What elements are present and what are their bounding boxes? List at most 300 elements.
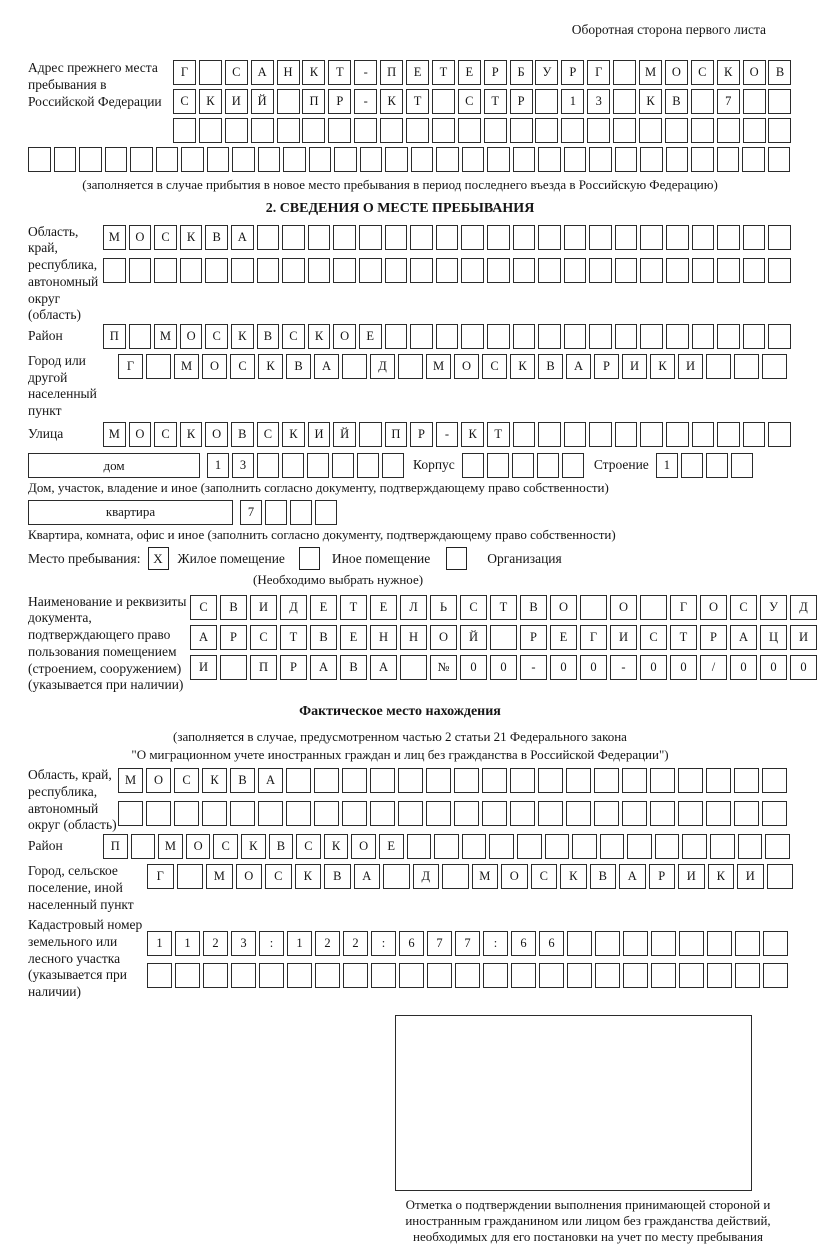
char-cell[interactable]: В [340,655,367,680]
char-cell[interactable]: / [700,655,727,680]
char-cell[interactable] [484,118,507,143]
char-cell[interactable]: Г [147,864,174,889]
char-cell[interactable]: О [700,595,727,620]
char-cell[interactable] [309,147,332,172]
char-cell[interactable] [743,225,766,250]
char-cell[interactable]: Т [340,595,367,620]
char-cell[interactable] [566,768,591,793]
char-cell[interactable]: В [230,768,255,793]
char-cell[interactable] [314,768,339,793]
char-cell[interactable] [623,963,648,988]
char-cell[interactable]: П [385,422,408,447]
char-cell[interactable] [427,963,452,988]
char-cell[interactable] [692,324,715,349]
char-cell[interactable]: Р [649,864,676,889]
char-cell[interactable] [589,225,612,250]
char-cell[interactable] [482,801,507,826]
char-cell[interactable] [580,595,607,620]
char-cell[interactable] [360,147,383,172]
char-cell[interactable]: С [174,768,199,793]
char-cell[interactable] [282,258,305,283]
char-cell[interactable] [203,963,228,988]
char-cell[interactable]: В [324,864,351,889]
char-cell[interactable] [487,258,510,283]
char-cell[interactable]: 7 [717,89,740,114]
char-cell[interactable] [735,931,760,956]
char-cell[interactable]: Д [790,595,817,620]
char-cell[interactable]: 6 [511,931,536,956]
char-cell[interactable]: 0 [550,655,577,680]
char-cell[interactable] [743,324,766,349]
char-cell[interactable] [595,931,620,956]
char-cell[interactable] [199,118,222,143]
char-cell[interactable]: К [708,864,735,889]
char-cell[interactable] [513,147,536,172]
char-cell[interactable] [181,147,204,172]
char-cell[interactable]: Б [510,60,533,85]
char-cell[interactable]: О [333,324,356,349]
char-cell[interactable]: М [639,60,662,85]
char-cell[interactable] [510,768,535,793]
char-cell[interactable] [623,931,648,956]
char-cell[interactable] [257,453,279,478]
char-cell[interactable]: В [269,834,294,859]
char-cell[interactable] [462,147,485,172]
char-cell[interactable] [156,147,179,172]
char-cell[interactable] [564,225,587,250]
char-cell[interactable]: А [354,864,381,889]
char-cell[interactable]: П [302,89,325,114]
char-cell[interactable]: Е [379,834,404,859]
char-cell[interactable]: К [180,422,203,447]
char-cell[interactable]: О [186,834,211,859]
char-cell[interactable] [385,225,408,250]
char-cell[interactable] [483,963,508,988]
char-cell[interactable]: А [231,225,254,250]
char-cell[interactable] [587,118,610,143]
char-cell[interactable] [666,324,689,349]
char-cell[interactable] [768,89,791,114]
char-cell[interactable] [691,118,714,143]
char-cell[interactable]: С [154,422,177,447]
char-cell[interactable]: К [202,768,227,793]
char-cell[interactable] [302,118,325,143]
char-cell[interactable] [398,354,423,379]
char-cell[interactable]: О [351,834,376,859]
char-cell[interactable] [359,422,382,447]
char-cell[interactable]: 6 [539,931,564,956]
char-cell[interactable]: И [790,625,817,650]
char-cell[interactable]: Г [580,625,607,650]
char-cell[interactable] [282,225,305,250]
char-cell[interactable] [342,801,367,826]
char-cell[interactable]: О [501,864,528,889]
char-cell[interactable] [231,963,256,988]
char-cell[interactable] [600,834,625,859]
char-cell[interactable] [768,258,791,283]
char-cell[interactable] [768,422,791,447]
char-cell[interactable] [640,147,663,172]
char-cell[interactable] [354,118,377,143]
char-cell[interactable]: Н [400,625,427,650]
char-cell[interactable] [454,768,479,793]
char-cell[interactable] [426,768,451,793]
char-cell[interactable] [589,422,612,447]
char-cell[interactable]: О [202,354,227,379]
char-cell[interactable] [118,801,143,826]
char-cell[interactable]: К [308,324,331,349]
char-cell[interactable]: № [430,655,457,680]
char-cell[interactable] [706,768,731,793]
char-cell[interactable]: 1 [561,89,584,114]
char-cell[interactable] [692,422,715,447]
char-cell[interactable] [342,768,367,793]
char-cell[interactable] [734,801,759,826]
char-cell[interactable] [535,118,558,143]
char-cell[interactable]: 3 [231,931,256,956]
char-cell[interactable] [147,963,172,988]
char-cell[interactable]: Т [487,422,510,447]
char-cell[interactable]: В [310,625,337,650]
char-cell[interactable]: К [461,422,484,447]
char-cell[interactable]: 0 [760,655,787,680]
char-cell[interactable] [407,834,432,859]
char-cell[interactable] [286,801,311,826]
char-cell[interactable]: И [678,354,703,379]
char-cell[interactable]: П [103,324,126,349]
char-cell[interactable]: : [371,931,396,956]
char-cell[interactable] [410,324,433,349]
char-cell[interactable] [512,453,534,478]
char-cell[interactable]: В [590,864,617,889]
char-cell[interactable]: К [231,324,254,349]
char-cell[interactable] [615,324,638,349]
char-cell[interactable] [461,225,484,250]
char-cell[interactable]: Й [251,89,274,114]
char-cell[interactable]: 0 [580,655,607,680]
char-cell[interactable]: Т [406,89,429,114]
char-cell[interactable] [768,225,791,250]
char-cell[interactable]: 3 [587,89,610,114]
char-cell[interactable] [666,258,689,283]
char-cell[interactable]: : [259,931,284,956]
char-cell[interactable]: М [472,864,499,889]
char-cell[interactable] [681,453,703,478]
char-cell[interactable] [207,147,230,172]
char-cell[interactable] [385,324,408,349]
char-cell[interactable] [225,118,248,143]
char-cell[interactable]: О [236,864,263,889]
char-cell[interactable] [537,453,559,478]
char-cell[interactable] [205,258,228,283]
char-cell[interactable]: 0 [790,655,817,680]
char-cell[interactable]: М [174,354,199,379]
char-cell[interactable]: 1 [207,453,229,478]
char-cell[interactable]: К [241,834,266,859]
char-cell[interactable]: Т [670,625,697,650]
char-cell[interactable]: С [250,625,277,650]
char-cell[interactable]: С [691,60,714,85]
char-cell[interactable] [175,963,200,988]
char-cell[interactable] [679,963,704,988]
char-cell[interactable]: О [430,625,457,650]
char-cell[interactable] [154,258,177,283]
char-cell[interactable] [202,801,227,826]
char-cell[interactable] [79,147,102,172]
char-cell[interactable] [129,258,152,283]
char-cell[interactable]: О [205,422,228,447]
char-cell[interactable]: В [538,354,563,379]
char-cell[interactable]: М [154,324,177,349]
char-cell[interactable] [666,422,689,447]
checkbox-inoe[interactable] [299,547,320,570]
char-cell[interactable] [768,147,791,172]
char-cell[interactable] [513,225,536,250]
char-cell[interactable] [678,801,703,826]
char-cell[interactable]: И [622,354,647,379]
char-cell[interactable]: И [225,89,248,114]
char-cell[interactable] [359,258,382,283]
char-cell[interactable] [651,963,676,988]
char-cell[interactable] [717,225,740,250]
char-cell[interactable] [131,834,156,859]
char-cell[interactable]: Д [280,595,307,620]
char-cell[interactable] [706,801,731,826]
char-cell[interactable] [105,147,128,172]
char-cell[interactable] [103,258,126,283]
char-cell[interactable] [539,963,564,988]
char-cell[interactable] [572,834,597,859]
char-cell[interactable] [735,963,760,988]
char-cell[interactable] [517,834,542,859]
char-cell[interactable]: 0 [490,655,517,680]
char-cell[interactable]: А [310,655,337,680]
char-cell[interactable] [487,324,510,349]
char-cell[interactable] [436,324,459,349]
char-cell[interactable] [765,834,790,859]
char-cell[interactable]: Т [432,60,455,85]
char-cell[interactable]: С [531,864,558,889]
char-cell[interactable]: А [730,625,757,650]
char-cell[interactable] [682,834,707,859]
char-cell[interactable]: : [483,931,508,956]
char-cell[interactable] [436,258,459,283]
char-cell[interactable] [371,963,396,988]
char-cell[interactable]: 1 [175,931,200,956]
char-cell[interactable]: Е [458,60,481,85]
char-cell[interactable]: М [118,768,143,793]
char-cell[interactable] [692,225,715,250]
char-cell[interactable]: Р [280,655,307,680]
char-cell[interactable] [487,147,510,172]
char-cell[interactable]: В [231,422,254,447]
char-cell[interactable]: 2 [315,931,340,956]
char-cell[interactable] [538,258,561,283]
char-cell[interactable] [717,422,740,447]
char-cell[interactable] [763,963,788,988]
char-cell[interactable] [410,258,433,283]
char-cell[interactable]: С [154,225,177,250]
char-cell[interactable] [333,225,356,250]
char-cell[interactable]: С [460,595,487,620]
char-cell[interactable] [328,118,351,143]
char-cell[interactable] [454,801,479,826]
char-cell[interactable] [307,453,329,478]
char-cell[interactable] [594,768,619,793]
char-cell[interactable]: Р [700,625,727,650]
char-cell[interactable]: И [190,655,217,680]
char-cell[interactable]: Д [370,354,395,379]
char-cell[interactable]: С [458,89,481,114]
char-cell[interactable]: Д [413,864,440,889]
char-cell[interactable] [710,834,735,859]
char-cell[interactable] [562,453,584,478]
char-cell[interactable] [434,834,459,859]
char-cell[interactable] [622,768,647,793]
char-cell[interactable] [640,258,663,283]
char-cell[interactable] [538,422,561,447]
char-cell[interactable]: О [743,60,766,85]
char-cell[interactable]: Т [490,595,517,620]
char-cell[interactable] [567,931,592,956]
char-cell[interactable]: 0 [460,655,487,680]
char-cell[interactable]: К [302,60,325,85]
char-cell[interactable]: Т [328,60,351,85]
char-cell[interactable] [679,931,704,956]
char-cell[interactable] [28,147,51,172]
char-cell[interactable]: М [103,422,126,447]
char-cell[interactable] [762,768,787,793]
char-cell[interactable]: О [129,225,152,250]
char-cell[interactable]: К [295,864,322,889]
char-cell[interactable]: Т [280,625,307,650]
char-cell[interactable] [650,768,675,793]
char-cell[interactable] [487,225,510,250]
char-cell[interactable]: - [610,655,637,680]
char-cell[interactable] [173,118,196,143]
char-cell[interactable]: С [213,834,238,859]
char-cell[interactable] [707,963,732,988]
char-cell[interactable] [462,834,487,859]
char-cell[interactable] [370,768,395,793]
char-cell[interactable] [54,147,77,172]
char-cell[interactable] [232,147,255,172]
char-cell[interactable]: У [760,595,787,620]
char-cell[interactable] [615,258,638,283]
char-cell[interactable]: К [380,89,403,114]
char-cell[interactable]: С [282,324,305,349]
char-cell[interactable]: К [650,354,675,379]
char-cell[interactable]: А [619,864,646,889]
char-cell[interactable] [332,453,354,478]
char-cell[interactable]: В [768,60,791,85]
char-cell[interactable] [650,801,675,826]
char-cell[interactable] [622,801,647,826]
char-cell[interactable]: О [129,422,152,447]
char-cell[interactable] [742,147,765,172]
char-cell[interactable] [461,324,484,349]
char-cell[interactable]: Е [310,595,337,620]
char-cell[interactable] [666,147,689,172]
char-cell[interactable]: Н [277,60,300,85]
char-cell[interactable] [265,500,287,525]
char-cell[interactable] [640,422,663,447]
char-cell[interactable] [343,963,368,988]
char-cell[interactable] [432,89,455,114]
char-cell[interactable]: К [258,354,283,379]
char-cell[interactable] [458,118,481,143]
char-cell[interactable] [538,801,563,826]
char-cell[interactable] [511,963,536,988]
char-cell[interactable]: 6 [399,931,424,956]
char-cell[interactable]: К [560,864,587,889]
char-cell[interactable]: Л [400,595,427,620]
char-cell[interactable] [308,258,331,283]
char-cell[interactable] [561,118,584,143]
char-cell[interactable] [258,801,283,826]
char-cell[interactable]: Й [460,625,487,650]
char-cell[interactable] [290,500,312,525]
char-cell[interactable] [400,655,427,680]
char-cell[interactable]: И [678,864,705,889]
char-cell[interactable]: О [665,60,688,85]
char-cell[interactable] [436,147,459,172]
char-cell[interactable] [665,118,688,143]
char-cell[interactable]: К [180,225,203,250]
char-cell[interactable] [461,258,484,283]
char-cell[interactable] [768,324,791,349]
char-cell[interactable]: К [510,354,535,379]
char-cell[interactable]: 1 [287,931,312,956]
char-cell[interactable]: Ь [430,595,457,620]
char-cell[interactable]: А [370,655,397,680]
char-cell[interactable] [380,118,403,143]
char-cell[interactable] [342,354,367,379]
char-cell[interactable]: В [205,225,228,250]
char-cell[interactable]: 3 [232,453,254,478]
char-cell[interactable] [411,147,434,172]
char-cell[interactable] [382,453,404,478]
char-cell[interactable] [707,931,732,956]
char-cell[interactable]: С [296,834,321,859]
char-cell[interactable]: М [426,354,451,379]
char-cell[interactable]: Р [220,625,247,650]
char-cell[interactable]: К [717,60,740,85]
char-cell[interactable]: К [282,422,305,447]
char-cell[interactable] [615,225,638,250]
char-cell[interactable] [462,453,484,478]
char-cell[interactable] [177,864,204,889]
char-cell[interactable] [308,225,331,250]
char-cell[interactable] [717,118,740,143]
char-cell[interactable] [655,834,680,859]
char-cell[interactable]: С [730,595,757,620]
char-cell[interactable] [315,500,337,525]
char-cell[interactable] [743,258,766,283]
char-cell[interactable]: 7 [427,931,452,956]
char-cell[interactable] [640,595,667,620]
char-cell[interactable] [738,834,763,859]
char-cell[interactable]: Г [173,60,196,85]
char-cell[interactable]: И [737,864,764,889]
char-cell[interactable]: П [103,834,128,859]
char-cell[interactable]: В [220,595,247,620]
char-cell[interactable]: Р [561,60,584,85]
char-cell[interactable]: С [205,324,228,349]
char-cell[interactable] [455,963,480,988]
char-cell[interactable] [564,324,587,349]
char-cell[interactable] [640,225,663,250]
